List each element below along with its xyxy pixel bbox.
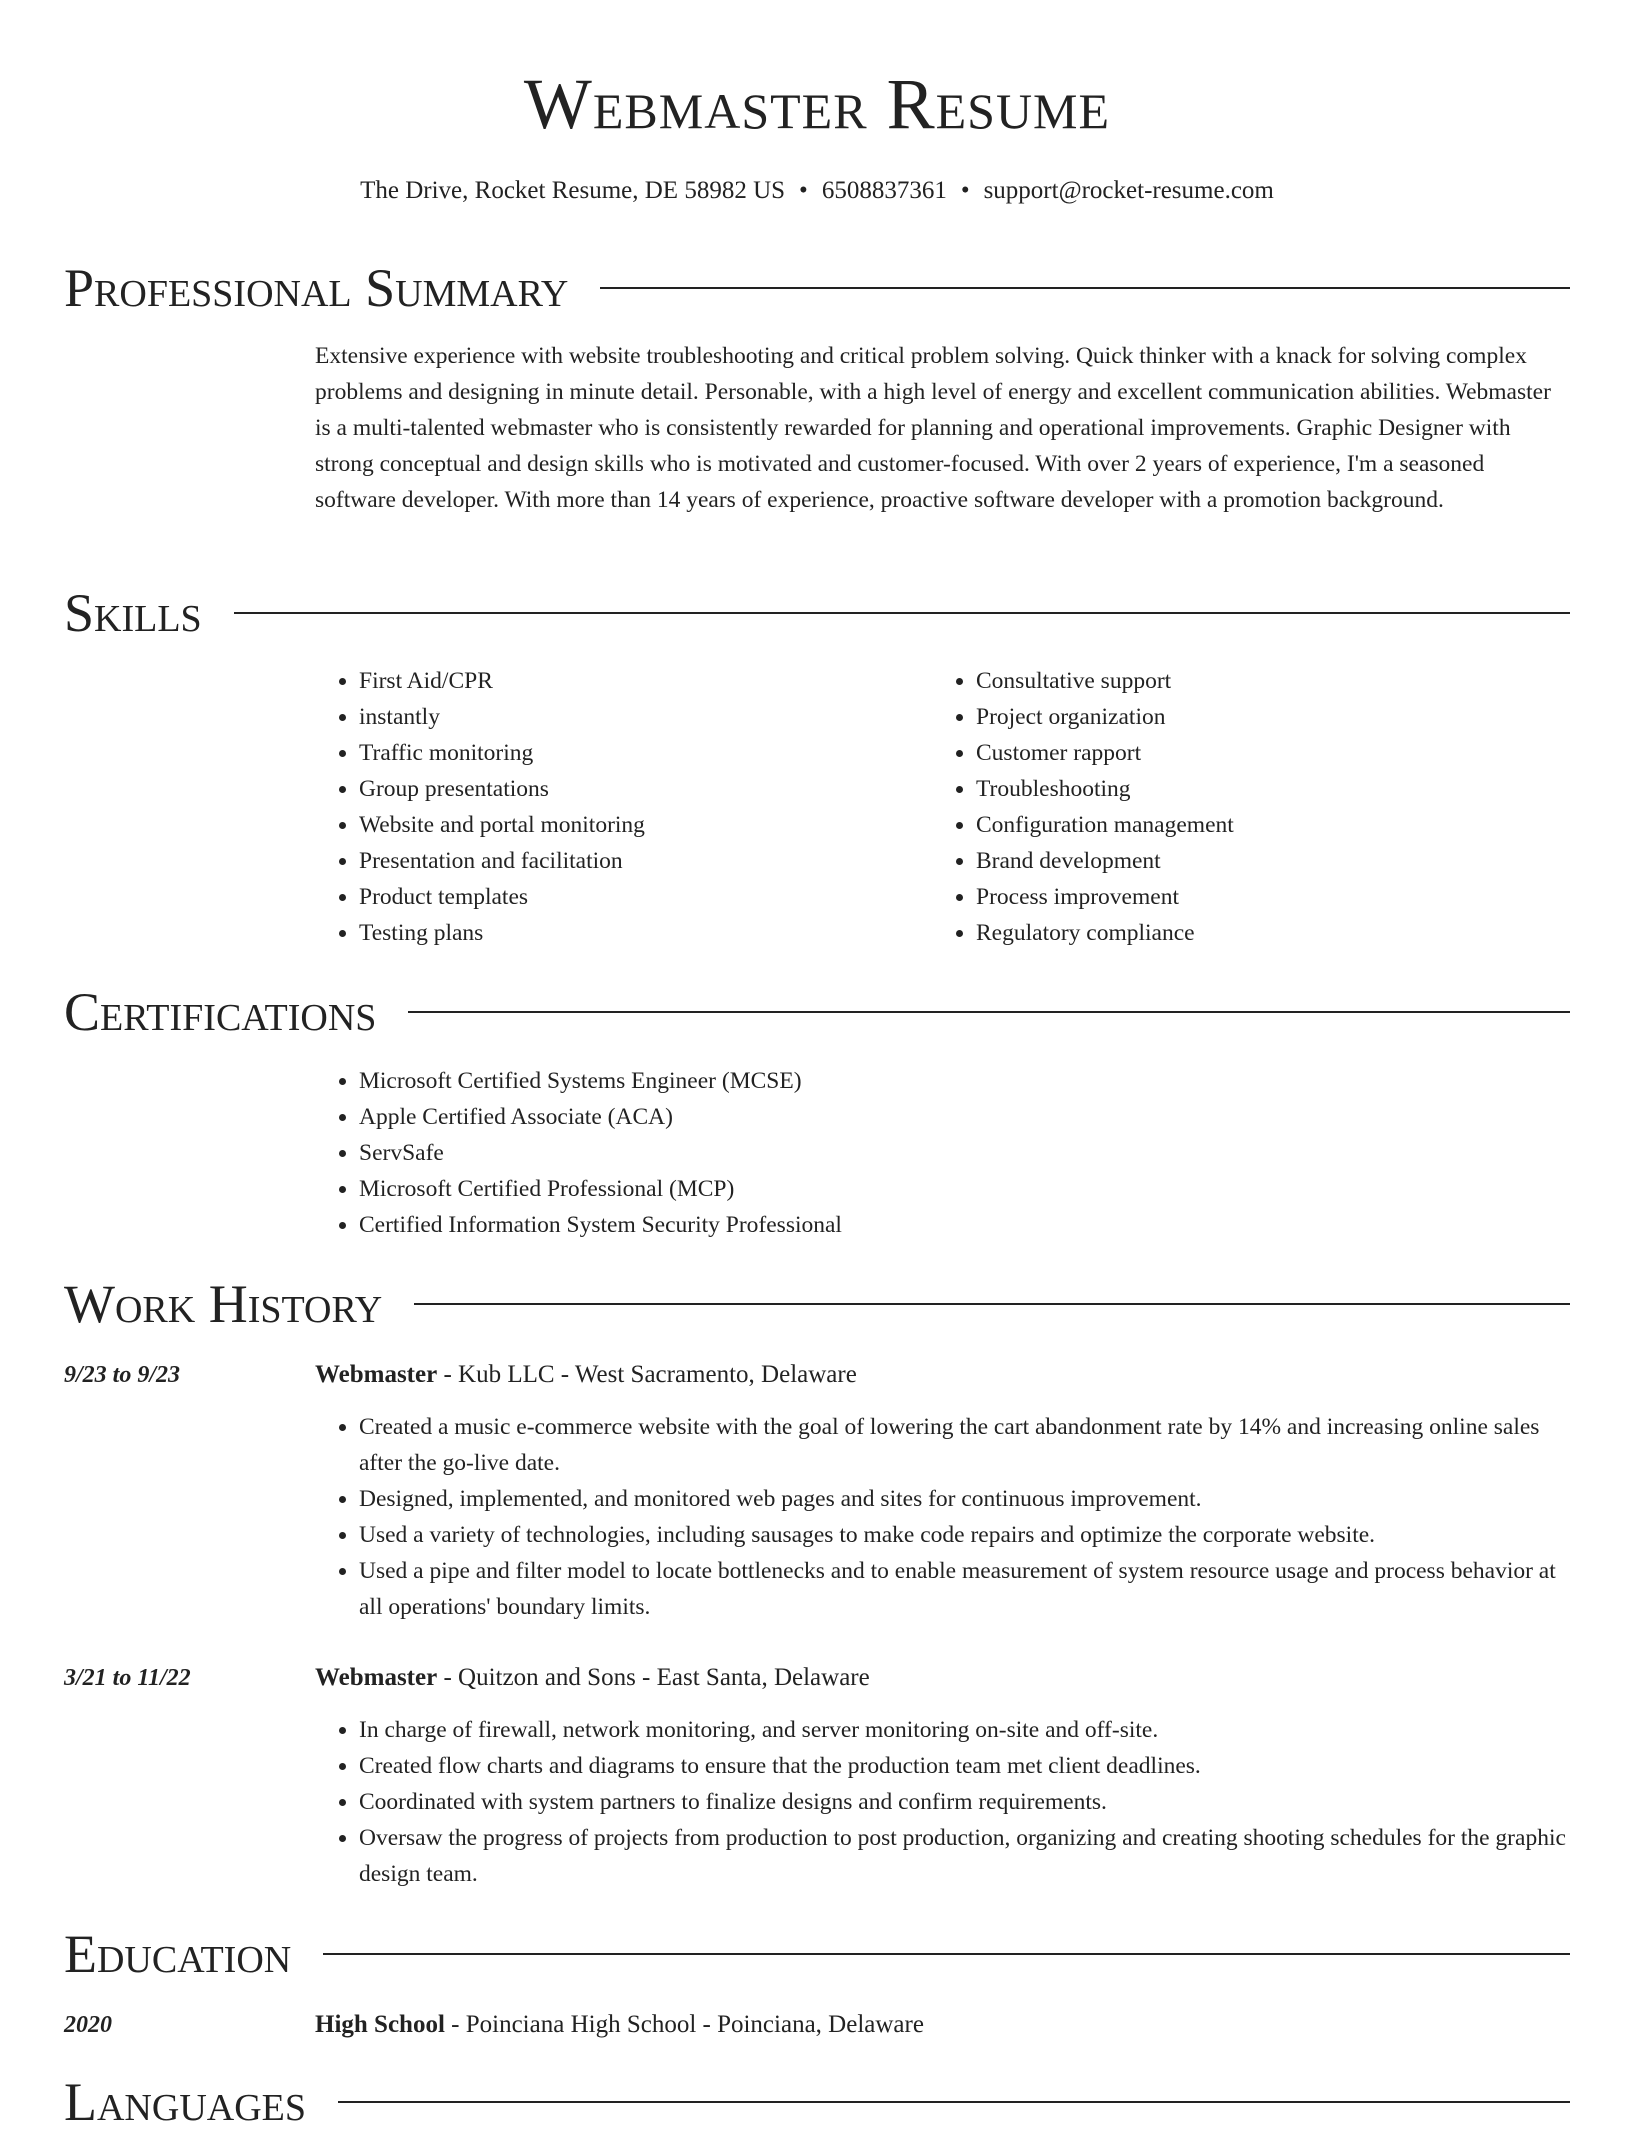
education-entry (315, 2009, 1570, 2041)
education-school-location: - Poinciana High School - Poinciana, Delaware (444, 2011, 924, 2038)
job-title: Webmaster (315, 1664, 438, 1691)
section-header-summary (64, 258, 1570, 318)
certifications-list (315, 1063, 1570, 1243)
contact-separator: • (799, 177, 808, 204)
job-bullets-block (315, 1712, 1570, 1892)
job-bullets (315, 1712, 1570, 1892)
job-bullet: • Oversaw the progress of projects from production to post production, organizing and creating shooting schedules for the graphic design team. (359, 1820, 1570, 1892)
job-bullet: • Used a pipe and filter model to locate bottlenecks and to enable measurement of system resource usage and process behavior at all operations' boundary limits. (359, 1553, 1570, 1625)
job-bullets (315, 1409, 1570, 1625)
education-degree: High School (315, 2011, 445, 2038)
job-bullet: • In charge of firewall, network monitoring, and server monitoring on-site and off-site. (359, 1712, 1570, 1748)
section-divider (414, 1303, 1570, 1305)
job-bullet: • Created flow charts and diagrams to ensure that the production team met client deadlines. (359, 1748, 1570, 1784)
skill-item: • Troubleshooting (976, 771, 1549, 807)
certification-item: • Microsoft Certified Systems Engineer (MCSE) (359, 1063, 1570, 1099)
section-header-skills (64, 583, 1570, 643)
skill-item: • instantly (359, 699, 932, 735)
resume-title: Webmaster Resume (523, 64, 1111, 144)
certification-item: • Apple Certified Associate (ACA) (359, 1099, 1570, 1135)
section-divider (323, 1953, 1570, 1955)
section-header-certifications (64, 982, 1570, 1042)
job-bullet: • Created a music e-commerce website with the goal of lowering the cart abandonment rate by 14% and increasing online sales after the go-live date. (359, 1409, 1570, 1481)
skill-item: • Website and portal monitoring (359, 807, 932, 843)
skills-list-left (315, 663, 932, 951)
section-divider (234, 612, 1570, 614)
job-company-location: - Kub LLC - West Sacramento, Delaware (437, 1361, 857, 1388)
contact-separator: • (960, 177, 970, 204)
section-divider (408, 1011, 1570, 1013)
certification-item: • Microsoft Certified Professional (MCP) (359, 1171, 1570, 1207)
certification-item: • Certified Information System Security Professional (359, 1207, 1570, 1243)
skill-item: • Configuration management (976, 807, 1549, 843)
section-divider (338, 2101, 1570, 2103)
skill-item: • First Aid/CPR (359, 663, 932, 699)
contact-phone: 6508837361 (821, 177, 947, 204)
job-bullet: • Coordinated with system partners to finalize designs and confirm requirements. (359, 1784, 1570, 1820)
section-divider (600, 287, 1570, 289)
section-title-work-history: Work History (64, 1274, 383, 1334)
section-title-education: Education (64, 1924, 292, 1984)
skills-grid (315, 663, 1570, 951)
skill-item: • Consultative support (976, 663, 1549, 699)
section-header-education (64, 1924, 1570, 1984)
education-year: 2020 (64, 2012, 112, 2038)
contact-email: support@rocket-resume.com (983, 177, 1274, 204)
certification-item: • ServSafe (359, 1135, 1570, 1171)
skill-item: • Product templates (359, 879, 932, 915)
skills-list-right (932, 663, 1549, 951)
skill-item: • Group presentations (359, 771, 932, 807)
skill-item: • Regulatory compliance (976, 915, 1549, 951)
skill-item: • Presentation and facilitation (359, 843, 932, 879)
contact-address: The Drive, Rocket Resume, DE 58982 US (360, 177, 786, 204)
skills-column-left (315, 663, 932, 951)
skills-column-right (932, 663, 1549, 951)
job-company-location: - Quitzon and Sons - East Santa, Delaware (437, 1664, 870, 1691)
summary-text: Extensive experience with website troubleshooting and critical problem solving. Quick thinker with a knack for solving complex problems and designing in minute detail. Personable, with a high level of energy and excellent communication abilities. Webmaster is a multi-talented webmaster who is consistently rewarded for planning and operational improvements. Graphic Designer with strong conceptual and design skills who is motivated and customer-focused. With over 2 years of experience, I'm a seasoned software developer. With more than 14 years of experience, proactive software developer with a promotion background. (315, 343, 1551, 513)
job-heading (315, 1662, 1570, 1694)
certifications-block (315, 1063, 1570, 1243)
skill-item: • Traffic monitoring (359, 735, 932, 771)
section-title-certifications: Certifications (64, 982, 377, 1042)
job-bullets-block (315, 1409, 1570, 1625)
job-title: Webmaster (315, 1361, 438, 1388)
job-dates: 9/23 to 9/23 (64, 1362, 181, 1388)
job-dates: 3/21 to 11/22 (64, 1665, 191, 1691)
section-title-skills: Skills (64, 583, 202, 643)
skill-item: • Testing plans (359, 915, 932, 951)
section-title-languages: Languages (64, 2072, 306, 2132)
section-title-summary: Professional Summary (64, 258, 569, 318)
section-header-work-history (64, 1274, 1570, 1334)
section-header-languages (64, 2072, 1570, 2132)
skill-item: • Project organization (976, 699, 1549, 735)
job-bullet: • Designed, implemented, and monitored web pages and sites for continuous improvement. (359, 1481, 1570, 1517)
job-heading (315, 1359, 1570, 1391)
job-bullet: • Used a variety of technologies, including sausages to make code repairs and optimize the corporate website. (359, 1517, 1570, 1553)
skill-item: • Brand development (976, 843, 1549, 879)
contact-line (64, 176, 1570, 206)
skill-item: • Process improvement (976, 879, 1549, 915)
skill-item: • Customer rapport (976, 735, 1549, 771)
